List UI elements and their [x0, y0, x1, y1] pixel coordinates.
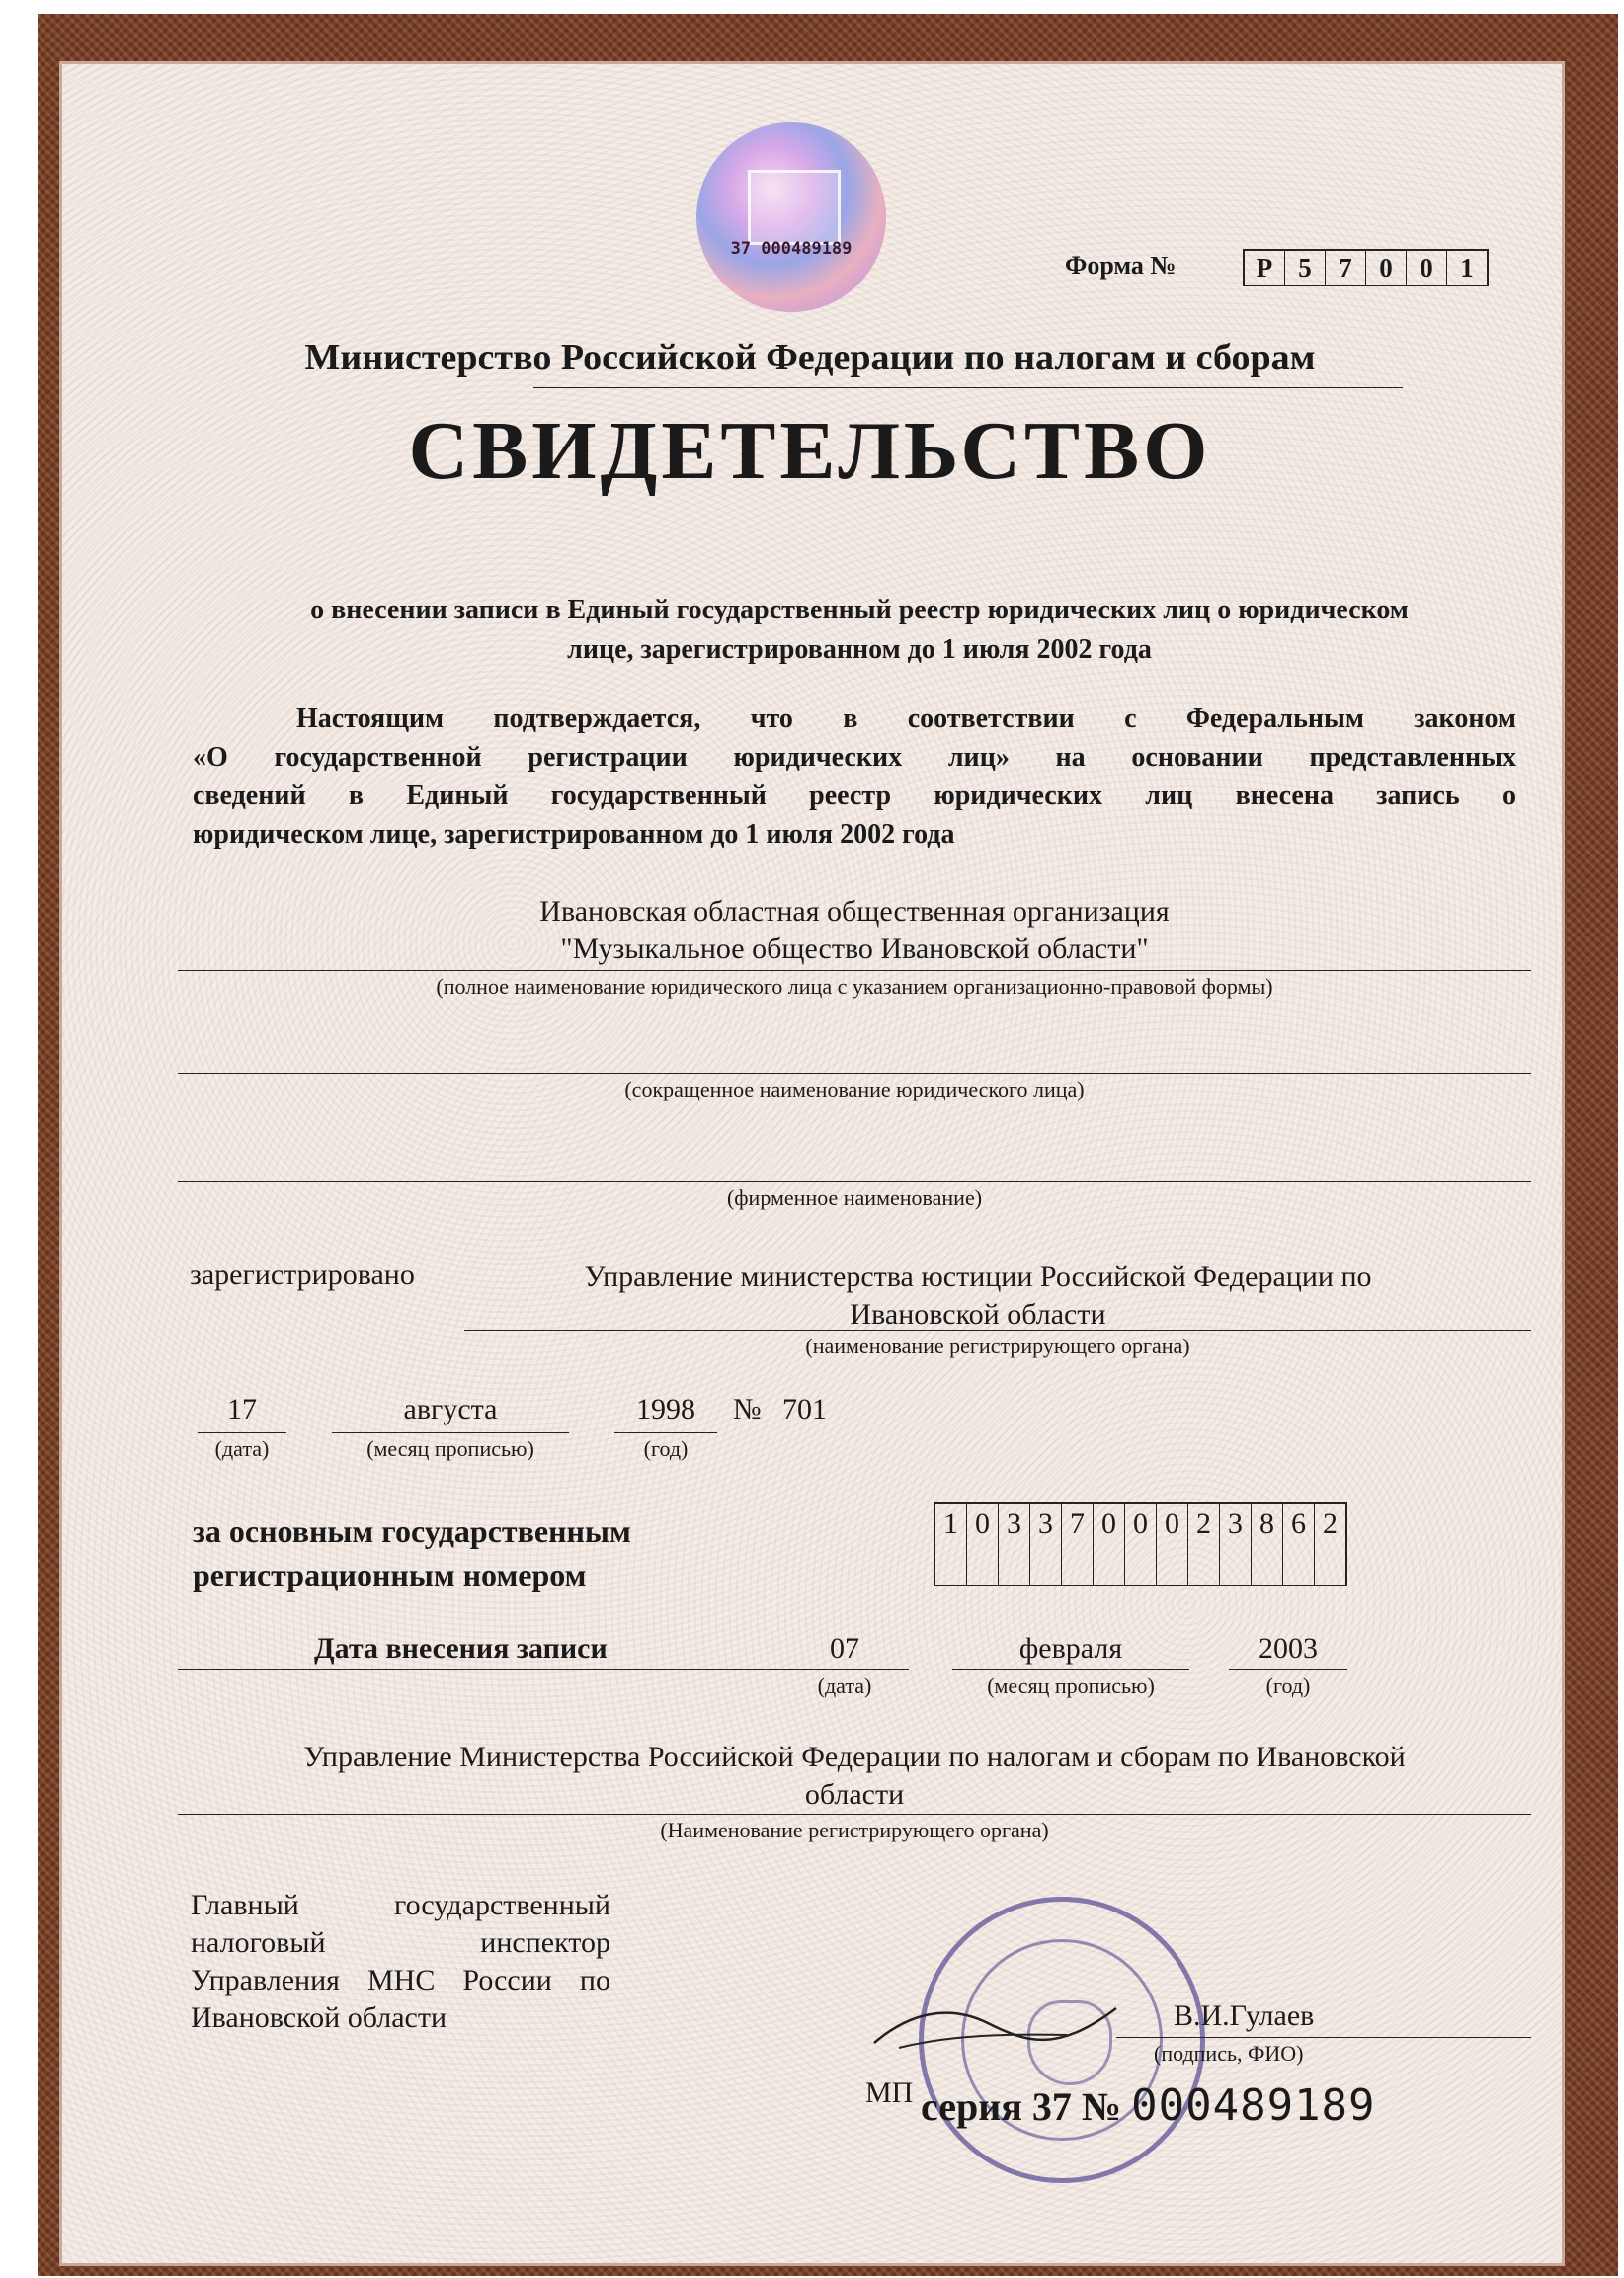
ogrn-digit: 6 — [1283, 1504, 1315, 1585]
header-rule — [533, 387, 1403, 388]
form-code-cell: 0 — [1366, 251, 1407, 285]
entry-date-label-line — [178, 1669, 909, 1670]
entry-month-line — [952, 1669, 1189, 1670]
reg-day-caption: (дата) — [214, 1436, 270, 1461]
form-code-box — [1243, 249, 1489, 286]
entry-authority-line — [178, 1814, 1531, 1815]
ogrn-digit: 1 — [935, 1504, 967, 1585]
ogrn-digit: 0 — [967, 1504, 999, 1585]
entry-year-line — [1229, 1669, 1347, 1670]
ogrn-digit: 0 — [1094, 1504, 1125, 1585]
reg-number: 701 — [782, 1393, 827, 1425]
ministry-header: Министерство Российской Федерации по налогам и сборам — [304, 337, 1316, 378]
full-name-value: Ивановская областная общественная организация "Музыкальное общество Ивановской области" — [539, 895, 1170, 965]
reg-month-caption: (месяц прописью) — [366, 1436, 534, 1461]
serial-number — [921, 2080, 1376, 2131]
ogrn-digit: 7 — [1062, 1504, 1094, 1585]
signer-name: В.И.Гулаев — [1174, 1999, 1315, 2032]
confirmation-paragraph: Настоящим подтверждается, что в соответствии с Федеральным законом «О государственной регистрации юридических лиц» на основании представленных сведений в Единый государственный реестр юридических лиц внесена запись о юридическом лице, зарегистрированном до 1 июля 2002 года — [193, 703, 1516, 850]
emblem-icon — [748, 170, 841, 245]
reg-month: августа — [403, 1393, 498, 1425]
signer-line — [1116, 2037, 1531, 2038]
ogrn-digit: 3 — [1220, 1504, 1252, 1585]
reg-day: 17 — [227, 1393, 257, 1425]
entry-month-caption: (месяц прописью) — [987, 1673, 1155, 1698]
firm-name-caption: (фирменное наименование) — [726, 1185, 983, 1210]
serial-value: 000489189 — [1131, 2080, 1376, 2131]
ogrn-digit: 3 — [1030, 1504, 1062, 1585]
registered-line — [464, 1330, 1531, 1331]
entry-month: февраля — [1018, 1632, 1123, 1665]
reg-year-line — [614, 1432, 717, 1433]
form-label: Форма № — [1065, 251, 1177, 280]
ogrn-digit: 2 — [1188, 1504, 1220, 1585]
entry-date-label: Дата внесения записи — [314, 1632, 608, 1665]
form-code-cell: 7 — [1326, 251, 1366, 285]
form-code-cell: 5 — [1285, 251, 1326, 285]
registered-label: зарегистрировано — [190, 1259, 415, 1291]
reg-year-caption: (год) — [643, 1436, 689, 1461]
ogrn-label: за основным государственным регистрационным номером — [193, 1513, 631, 1592]
full-name-caption: (полное наименование юридического лица с указанием организационно-правовой формы) — [436, 974, 1273, 999]
entry-authority-caption: (Наименование регистрирующего органа) — [660, 1818, 1049, 1842]
reg-year: 1998 — [636, 1393, 695, 1425]
form-code-cell: 1 — [1460, 253, 1474, 283]
reg-day-line — [198, 1432, 286, 1433]
registered-caption: (наименование регистрирующего органа) — [805, 1334, 1190, 1358]
document-subtitle: о внесении записи в Единый государственный реестр юридических лиц о юридическом лице, зарегистрированном до 1 июля 2002 года — [310, 595, 1409, 665]
reg-number-label: № — [733, 1393, 762, 1425]
reg-month-line — [332, 1432, 569, 1433]
full-name-line — [178, 970, 1531, 971]
signature — [869, 1993, 1126, 2063]
signer-caption: (подпись, ФИО) — [1154, 2041, 1304, 2066]
form-code-cell: 0 — [1407, 251, 1447, 285]
entry-day: 07 — [830, 1632, 859, 1665]
inspector-title: Главный государственный налоговый инспектор Управления МНС России по Ивановской области — [191, 1889, 610, 2034]
document-title: СВИДЕТЕЛЬСТВО — [408, 405, 1212, 497]
form-code-cell: Р — [1245, 251, 1285, 285]
ogrn-digits — [934, 1502, 1347, 1586]
registered-authority: Управление министерства юстиции Российской Федерации по Ивановской области — [584, 1261, 1372, 1331]
entry-year-caption: (год) — [1265, 1673, 1311, 1698]
ogrn-digit: 0 — [1125, 1504, 1157, 1585]
ogrn-digit: 0 — [1157, 1504, 1188, 1585]
entry-year: 2003 — [1259, 1632, 1318, 1665]
short-name-line — [178, 1073, 1531, 1074]
hologram-number: 37 000489189 — [730, 239, 853, 259]
entry-authority: Управление Министерства Российской Федерации по налогам и сборам по Ивановской области — [303, 1741, 1406, 1811]
ogrn-digit: 8 — [1252, 1504, 1283, 1585]
hologram-seal — [696, 122, 886, 312]
serial-label: серия 37 № — [921, 2084, 1122, 2129]
entry-day-caption: (дата) — [817, 1673, 872, 1698]
short-name-caption: (сокращенное наименование юридического лица) — [624, 1077, 1085, 1101]
firm-name-line — [178, 1181, 1531, 1182]
mp-mark: МП — [865, 2076, 914, 2109]
ogrn-digit: 2 — [1323, 1507, 1338, 1540]
ogrn-digit: 3 — [999, 1504, 1030, 1585]
